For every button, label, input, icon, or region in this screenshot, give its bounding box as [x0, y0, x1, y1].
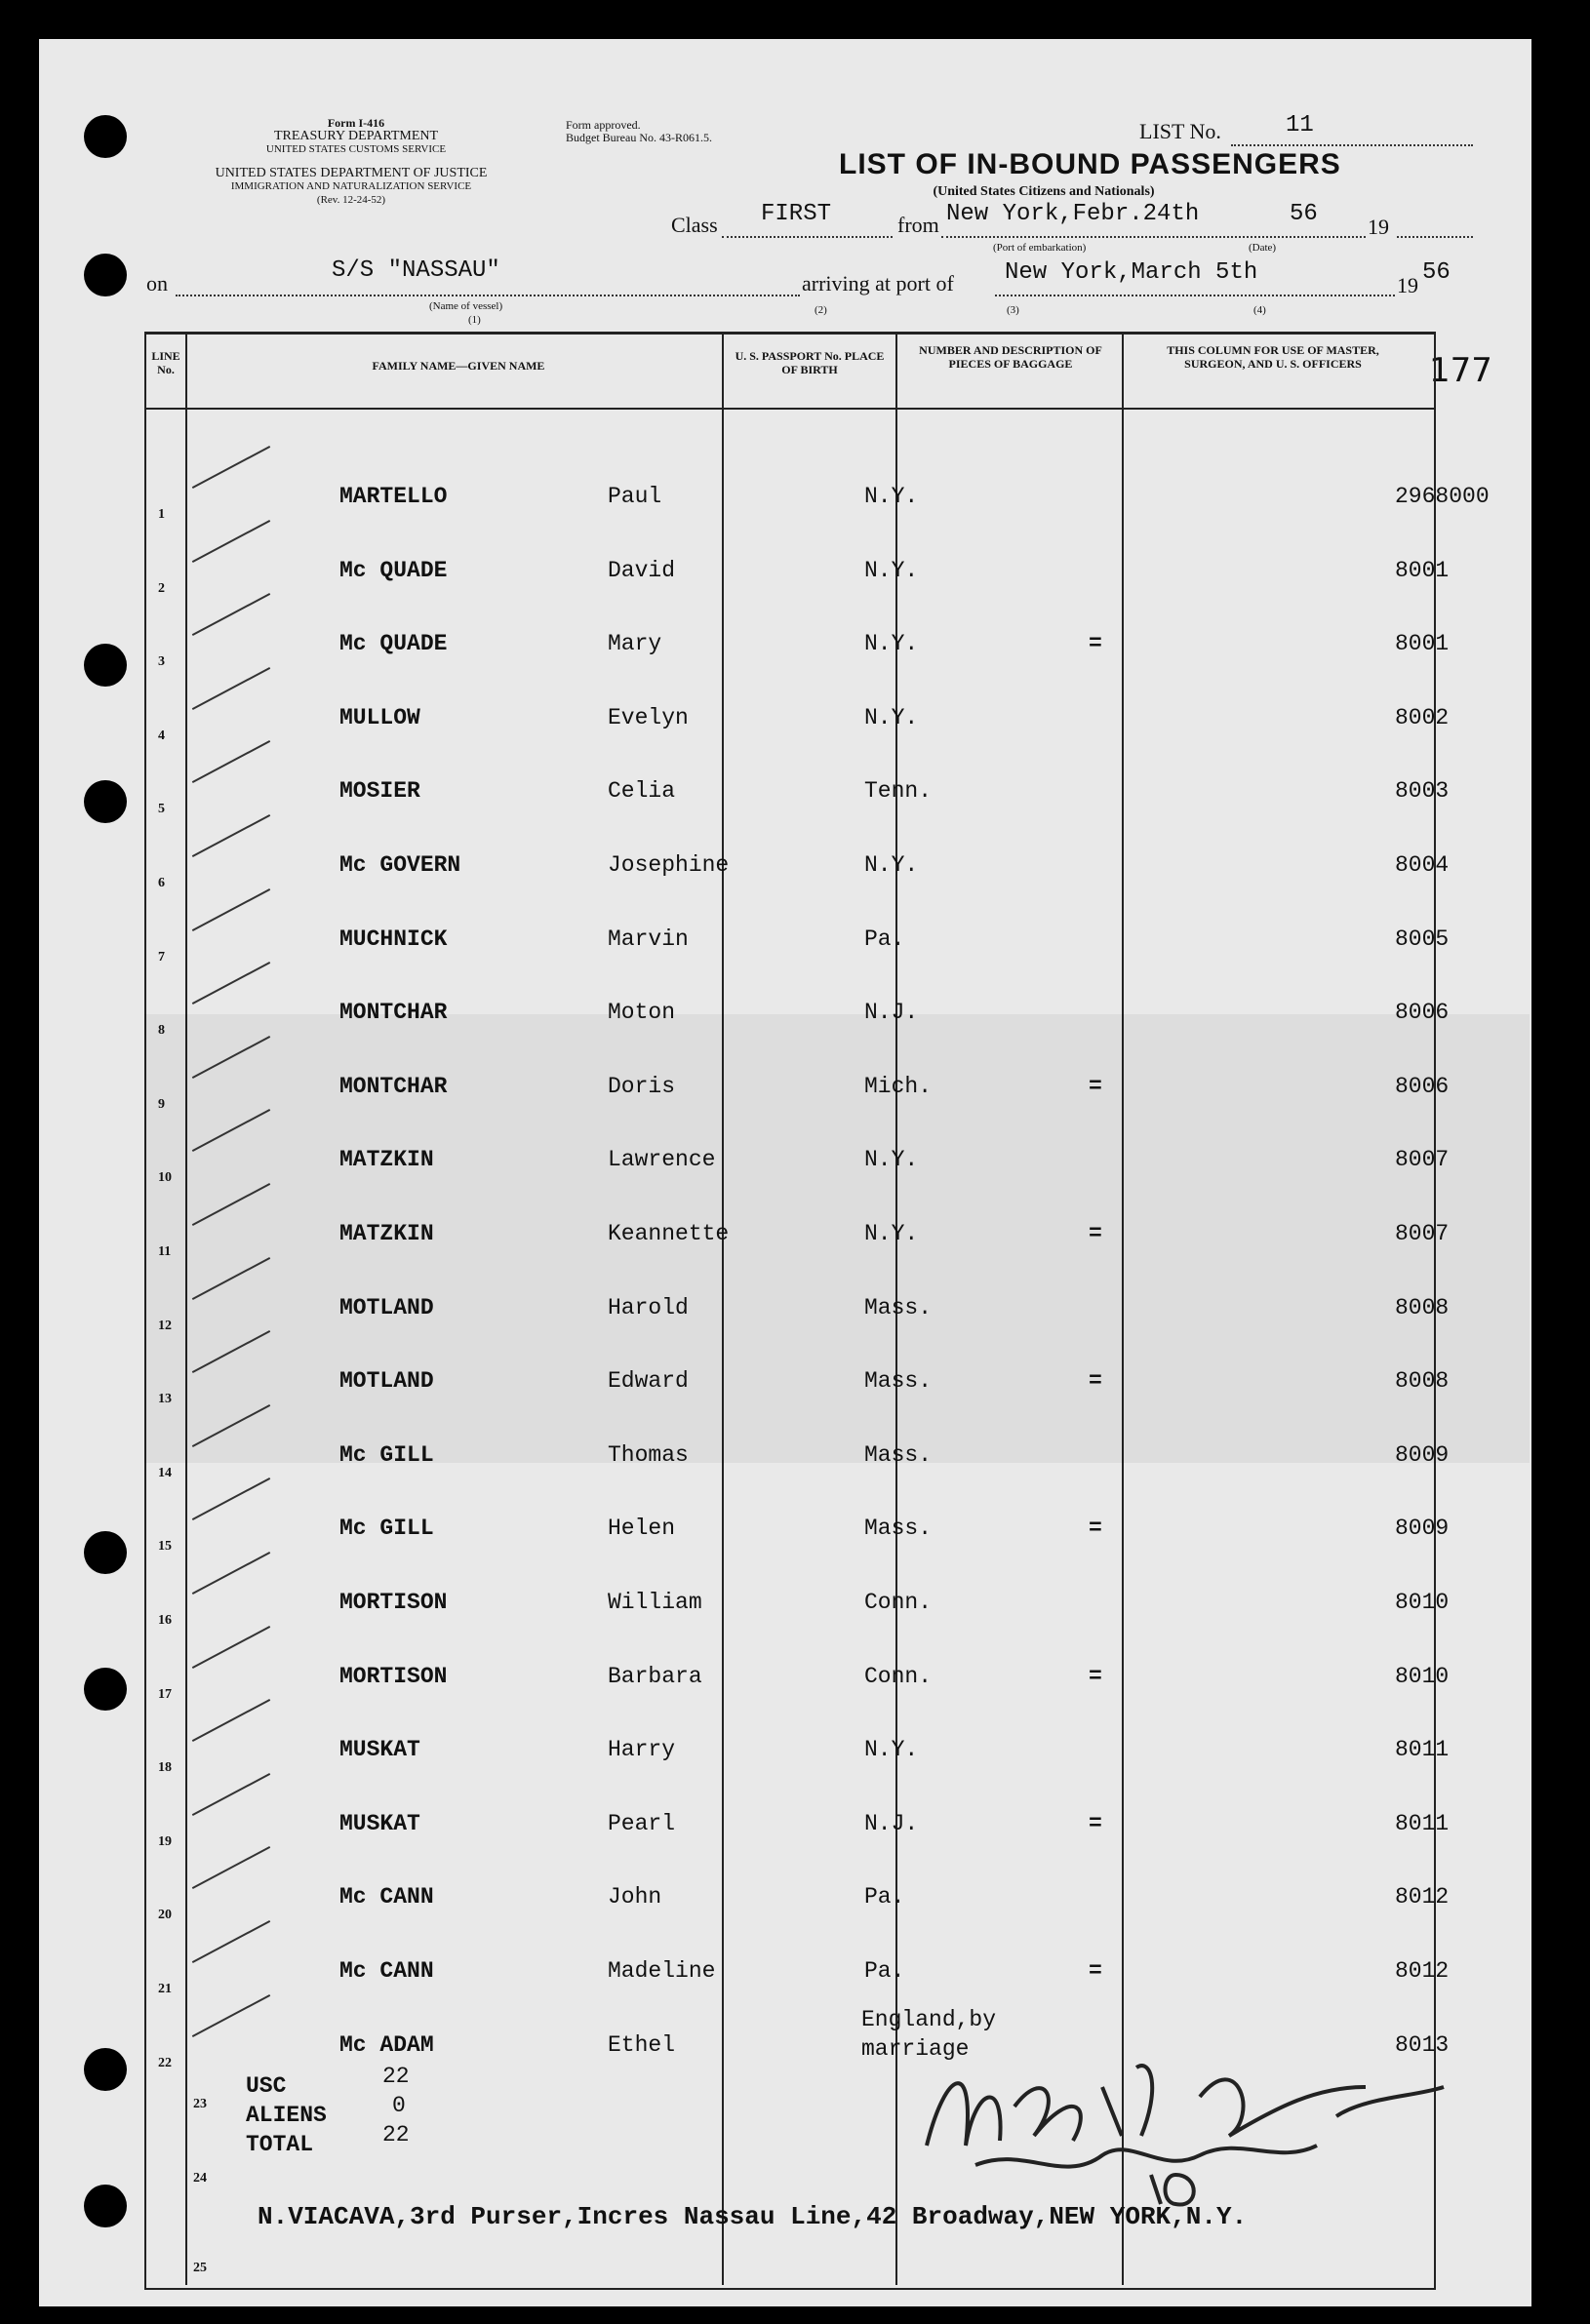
- line-number: 14: [158, 1465, 172, 1480]
- given-name: Paul: [608, 484, 662, 509]
- from-value: New York,Febr.24th: [946, 201, 1200, 227]
- table-row: [144, 678, 1450, 752]
- line-number: 18: [158, 1760, 172, 1776]
- given-name: Pearl: [608, 1810, 676, 1836]
- ins-service: IMMIGRATION AND NATURALIZATION SERVICE: [230, 180, 472, 192]
- form-approved: Form approved.: [566, 118, 641, 132]
- port-caption: (Port of embarkation): [993, 242, 1087, 254]
- family-name: MULLOW: [339, 704, 420, 730]
- line-number: 19: [158, 1833, 172, 1849]
- binder-hole: [84, 1531, 127, 1574]
- binder-hole: [84, 254, 127, 296]
- officer-number: 8006: [1395, 1000, 1450, 1026]
- treasury-dept: TREASURY DEPARTMENT: [273, 129, 439, 143]
- place-of-birth: Conn.: [864, 1590, 933, 1615]
- line-number: 11: [158, 1244, 172, 1259]
- place-of-birth: N.Y.: [864, 1737, 919, 1763]
- col-header-line: LINE No.: [151, 349, 180, 376]
- officer-number: 8007: [1395, 1147, 1450, 1173]
- table-row: [144, 1784, 1450, 1858]
- budget-bureau: Budget Bureau No. 43-R061.5.: [566, 131, 712, 144]
- officer-number: 8009: [1395, 1516, 1450, 1542]
- line-number: 17: [158, 1686, 172, 1702]
- place-of-birth: N.Y.: [864, 484, 919, 509]
- table-row: [144, 1046, 1450, 1121]
- line-number: 1: [158, 507, 165, 522]
- table-row: [144, 531, 1450, 605]
- table-row: [144, 751, 1450, 825]
- table-row: [144, 1562, 1450, 1636]
- place-of-birth: N.Y.: [864, 557, 919, 583]
- place-of-birth: Mass.: [864, 1368, 933, 1395]
- line-number: 12: [158, 1318, 172, 1333]
- page-mark: 177: [1429, 351, 1492, 390]
- list-no-value: 11: [1286, 112, 1314, 138]
- line-number: 15: [158, 1539, 172, 1555]
- family-name: MONTCHAR: [339, 1000, 448, 1026]
- total-count: 22: [382, 2122, 410, 2147]
- place-of-birth: Mich.: [864, 1073, 933, 1099]
- officer-number: 8009: [1395, 1441, 1450, 1468]
- officer-number: 8011: [1395, 1737, 1450, 1763]
- arrival-line: [995, 295, 1395, 296]
- officer-number: 8011: [1395, 1810, 1450, 1836]
- baggage-mark: =: [1089, 1810, 1102, 1836]
- family-name: Mc GILL: [339, 1441, 434, 1468]
- from-date-year: 56: [1290, 201, 1318, 227]
- form-number: Form I-416: [327, 116, 385, 130]
- binder-hole: [84, 644, 127, 687]
- baggage-mark: =: [1089, 631, 1102, 657]
- officer-number: 8002: [1395, 704, 1450, 730]
- footer-purser: N.VIACAVA,3rd Purser,Incres Nassau Line,42 Broadway,NEW YORK,N.Y.: [258, 2202, 1248, 2231]
- given-name: Harold: [608, 1294, 689, 1320]
- list-no-line: [1231, 144, 1473, 146]
- manifest-sheet: [39, 39, 1531, 2306]
- given-name: Ethel: [608, 2031, 676, 2058]
- place-of-birth: Conn.: [864, 1663, 933, 1689]
- given-name: Mary: [608, 631, 662, 657]
- line-number: 5: [158, 802, 165, 817]
- place-of-birth: N.Y.: [864, 631, 919, 657]
- line-number: 22: [158, 2055, 172, 2070]
- table-row: [144, 972, 1450, 1046]
- given-name: Moton: [608, 1000, 676, 1026]
- table-row: [144, 456, 1490, 531]
- col-header-name: FAMILY NAME—GIVEN NAME: [372, 359, 545, 373]
- given-name: Edward: [608, 1368, 689, 1395]
- table-row: [144, 1341, 1450, 1415]
- arrival-year-prefix: 19: [1397, 273, 1418, 297]
- family-name: MUSKAT: [339, 1737, 420, 1763]
- family-name: MOTLAND: [339, 1294, 434, 1320]
- family-name: MARTELLO: [339, 484, 448, 509]
- line-number-23: 23: [193, 2097, 207, 2111]
- given-name: John: [608, 1884, 662, 1910]
- document-subtitle: (United States Citizens and Nationals): [933, 184, 1155, 199]
- given-name: Evelyn: [608, 704, 689, 730]
- given-name: Thomas: [608, 1441, 689, 1468]
- vessel-line: [176, 295, 800, 296]
- place-of-birth: Pa.: [864, 1958, 905, 1984]
- justice-dept: UNITED STATES DEPARTMENT OF JUSTICE: [215, 166, 488, 180]
- given-name: Barbara: [608, 1663, 702, 1689]
- given-name: Doris: [608, 1073, 676, 1099]
- col-ref-2: (2): [815, 304, 827, 316]
- arrival-value: New York,March 5th: [1005, 259, 1258, 286]
- officer-number: 8013: [1395, 2031, 1450, 2058]
- vessel-caption: (Name of vessel): [429, 300, 503, 312]
- usc-label: USC: [246, 2073, 287, 2099]
- officer-number: 8001: [1395, 631, 1450, 657]
- table-row: [144, 1194, 1450, 1268]
- arrival-year: 56: [1422, 259, 1451, 286]
- line-number-25: 25: [193, 2261, 207, 2275]
- family-name: MUSKAT: [339, 1810, 420, 1836]
- line-number: 16: [158, 1613, 172, 1628]
- col-header-officers: THIS COLUMN FOR USE OF MASTER, SURGEON, AND U. S. OFFICERS: [1167, 343, 1379, 371]
- class-value: FIRST: [761, 201, 832, 227]
- officer-number: 8004: [1395, 852, 1450, 878]
- from-label: from: [897, 213, 939, 237]
- col-header-passport: U. S. PASSPORT No. PLACE OF BIRTH: [735, 349, 885, 376]
- line-number: 7: [158, 949, 165, 965]
- family-name: Mc CANN: [339, 1884, 434, 1910]
- family-name: MONTCHAR: [339, 1073, 448, 1099]
- aliens-label: ALIENS: [246, 2103, 327, 2128]
- place-of-birth: England,by marriage: [861, 2006, 997, 2062]
- family-name: MORTISON: [339, 1590, 448, 1615]
- line-number: 9: [158, 1096, 165, 1112]
- family-name: MATZKIN: [339, 1221, 434, 1246]
- table-row: [144, 825, 1450, 899]
- class-line: [722, 236, 893, 238]
- col-ref-1: (1): [468, 314, 481, 326]
- table-row: [144, 1268, 1450, 1342]
- family-name: Mc QUADE: [339, 557, 448, 583]
- officer-number: 8012: [1395, 1958, 1450, 1984]
- officer-number: 8008: [1395, 1368, 1450, 1395]
- given-name: Madeline: [608, 1958, 716, 1984]
- arriving-label: arriving at port of: [802, 271, 954, 295]
- family-name: MORTISON: [339, 1663, 448, 1689]
- given-name: Helen: [608, 1516, 676, 1542]
- line-number: 2: [158, 580, 165, 596]
- officer-number: 8008: [1395, 1294, 1450, 1320]
- place-of-birth: N.Y.: [864, 852, 919, 878]
- place-of-birth: N.Y.: [864, 704, 919, 730]
- list-no-label: LIST No.: [1139, 119, 1221, 143]
- table-row: [144, 1488, 1450, 1562]
- line-number: 20: [158, 1908, 172, 1923]
- family-name: Mc QUADE: [339, 631, 448, 657]
- line-number: 8: [158, 1023, 165, 1039]
- given-name: Harry: [608, 1737, 676, 1763]
- line-number: 3: [158, 654, 165, 670]
- given-name: David: [608, 557, 676, 583]
- vessel-name: S/S "NASSAU": [332, 257, 500, 284]
- baggage-mark: =: [1089, 1073, 1102, 1099]
- binder-hole: [84, 2048, 127, 2091]
- col-header-baggage: NUMBER AND DESCRIPTION OF PIECES OF BAGGAGE: [919, 343, 1102, 371]
- from-line: [941, 236, 1366, 238]
- given-name: William: [608, 1590, 702, 1615]
- officer-number: 8001: [1395, 557, 1450, 583]
- officer-number: 8003: [1395, 778, 1450, 805]
- binder-hole: [84, 2185, 127, 2227]
- binder-hole: [84, 780, 127, 823]
- table-row: [144, 1710, 1450, 1784]
- table-row: [144, 1120, 1450, 1194]
- family-name: Mc CANN: [339, 1958, 434, 1984]
- family-name: Mc ADAM: [339, 2031, 434, 2058]
- table-row: [144, 1931, 1450, 2005]
- given-name: Josephine: [608, 852, 730, 878]
- line-number: 10: [158, 1170, 172, 1186]
- total-label: TOTAL: [246, 2132, 314, 2157]
- year-line: [1397, 236, 1473, 238]
- table-row: [144, 1415, 1450, 1489]
- col-ref-4: (4): [1253, 304, 1266, 316]
- family-name: MOTLAND: [339, 1368, 434, 1395]
- date-caption: (Date): [1249, 242, 1277, 254]
- binder-hole: [84, 1668, 127, 1711]
- baggage-mark: =: [1089, 1663, 1102, 1689]
- line-number: 4: [158, 728, 165, 743]
- on-label: on: [146, 271, 168, 295]
- family-name: Mc GILL: [339, 1516, 434, 1542]
- place-of-birth: Mass.: [864, 1441, 933, 1468]
- line-number: 21: [158, 1982, 172, 1996]
- binder-hole: [84, 115, 127, 158]
- line-number: 13: [158, 1392, 172, 1407]
- officer-number: 8005: [1395, 926, 1450, 952]
- baggage-mark: =: [1089, 1221, 1102, 1246]
- given-name: Celia: [608, 778, 676, 805]
- family-name: MUCHNICK: [339, 926, 448, 952]
- place-of-birth: Mass.: [864, 1294, 933, 1320]
- table-row: [144, 1857, 1450, 1931]
- officer-number: 2968000: [1395, 484, 1490, 509]
- place-of-birth: Mass.: [864, 1516, 933, 1542]
- col-ref-3: (3): [1007, 304, 1019, 316]
- place-of-birth: Pa.: [864, 926, 905, 952]
- line-number-24: 24: [193, 2171, 207, 2186]
- place-of-birth: N.J.: [864, 1810, 919, 1836]
- family-name: MOSIER: [339, 778, 420, 805]
- signature-scribble: [907, 2029, 1453, 2214]
- baggage-mark: =: [1089, 1516, 1102, 1542]
- document-title: LIST OF IN-BOUND PASSENGERS: [839, 148, 1341, 180]
- officer-number: 8010: [1395, 1590, 1450, 1615]
- table-row: [144, 604, 1450, 678]
- baggage-mark: =: [1089, 1368, 1102, 1395]
- officer-number: 8006: [1395, 1073, 1450, 1099]
- place-of-birth: Tenn.: [864, 778, 933, 805]
- class-label: Class: [671, 213, 718, 237]
- usc-count: 22: [382, 2064, 410, 2089]
- line-number: 6: [158, 876, 165, 890]
- family-name: MATZKIN: [339, 1147, 434, 1173]
- place-of-birth: N.Y.: [864, 1147, 919, 1173]
- customs-service: UNITED STATES CUSTOMS SERVICE: [265, 143, 447, 155]
- given-name: Keannette: [608, 1221, 730, 1246]
- officer-number: 8010: [1395, 1663, 1450, 1689]
- revision-date: (Rev. 12-24-52): [316, 194, 386, 206]
- place-of-birth: Pa.: [864, 1884, 905, 1910]
- table-row: [144, 899, 1450, 973]
- aliens-count: 0: [392, 2093, 406, 2118]
- family-name: Mc GOVERN: [339, 852, 461, 878]
- baggage-mark: =: [1089, 1958, 1102, 1984]
- table-row: [144, 1636, 1450, 1711]
- place-of-birth: N.Y.: [864, 1221, 919, 1246]
- year-prefix: 19: [1368, 215, 1389, 239]
- table-header-rule: [144, 408, 1434, 410]
- place-of-birth: N.J.: [864, 1000, 919, 1026]
- officer-number: 8007: [1395, 1221, 1450, 1246]
- given-name: Marvin: [608, 926, 689, 952]
- given-name: Lawrence: [608, 1147, 716, 1173]
- officer-number: 8012: [1395, 1884, 1450, 1910]
